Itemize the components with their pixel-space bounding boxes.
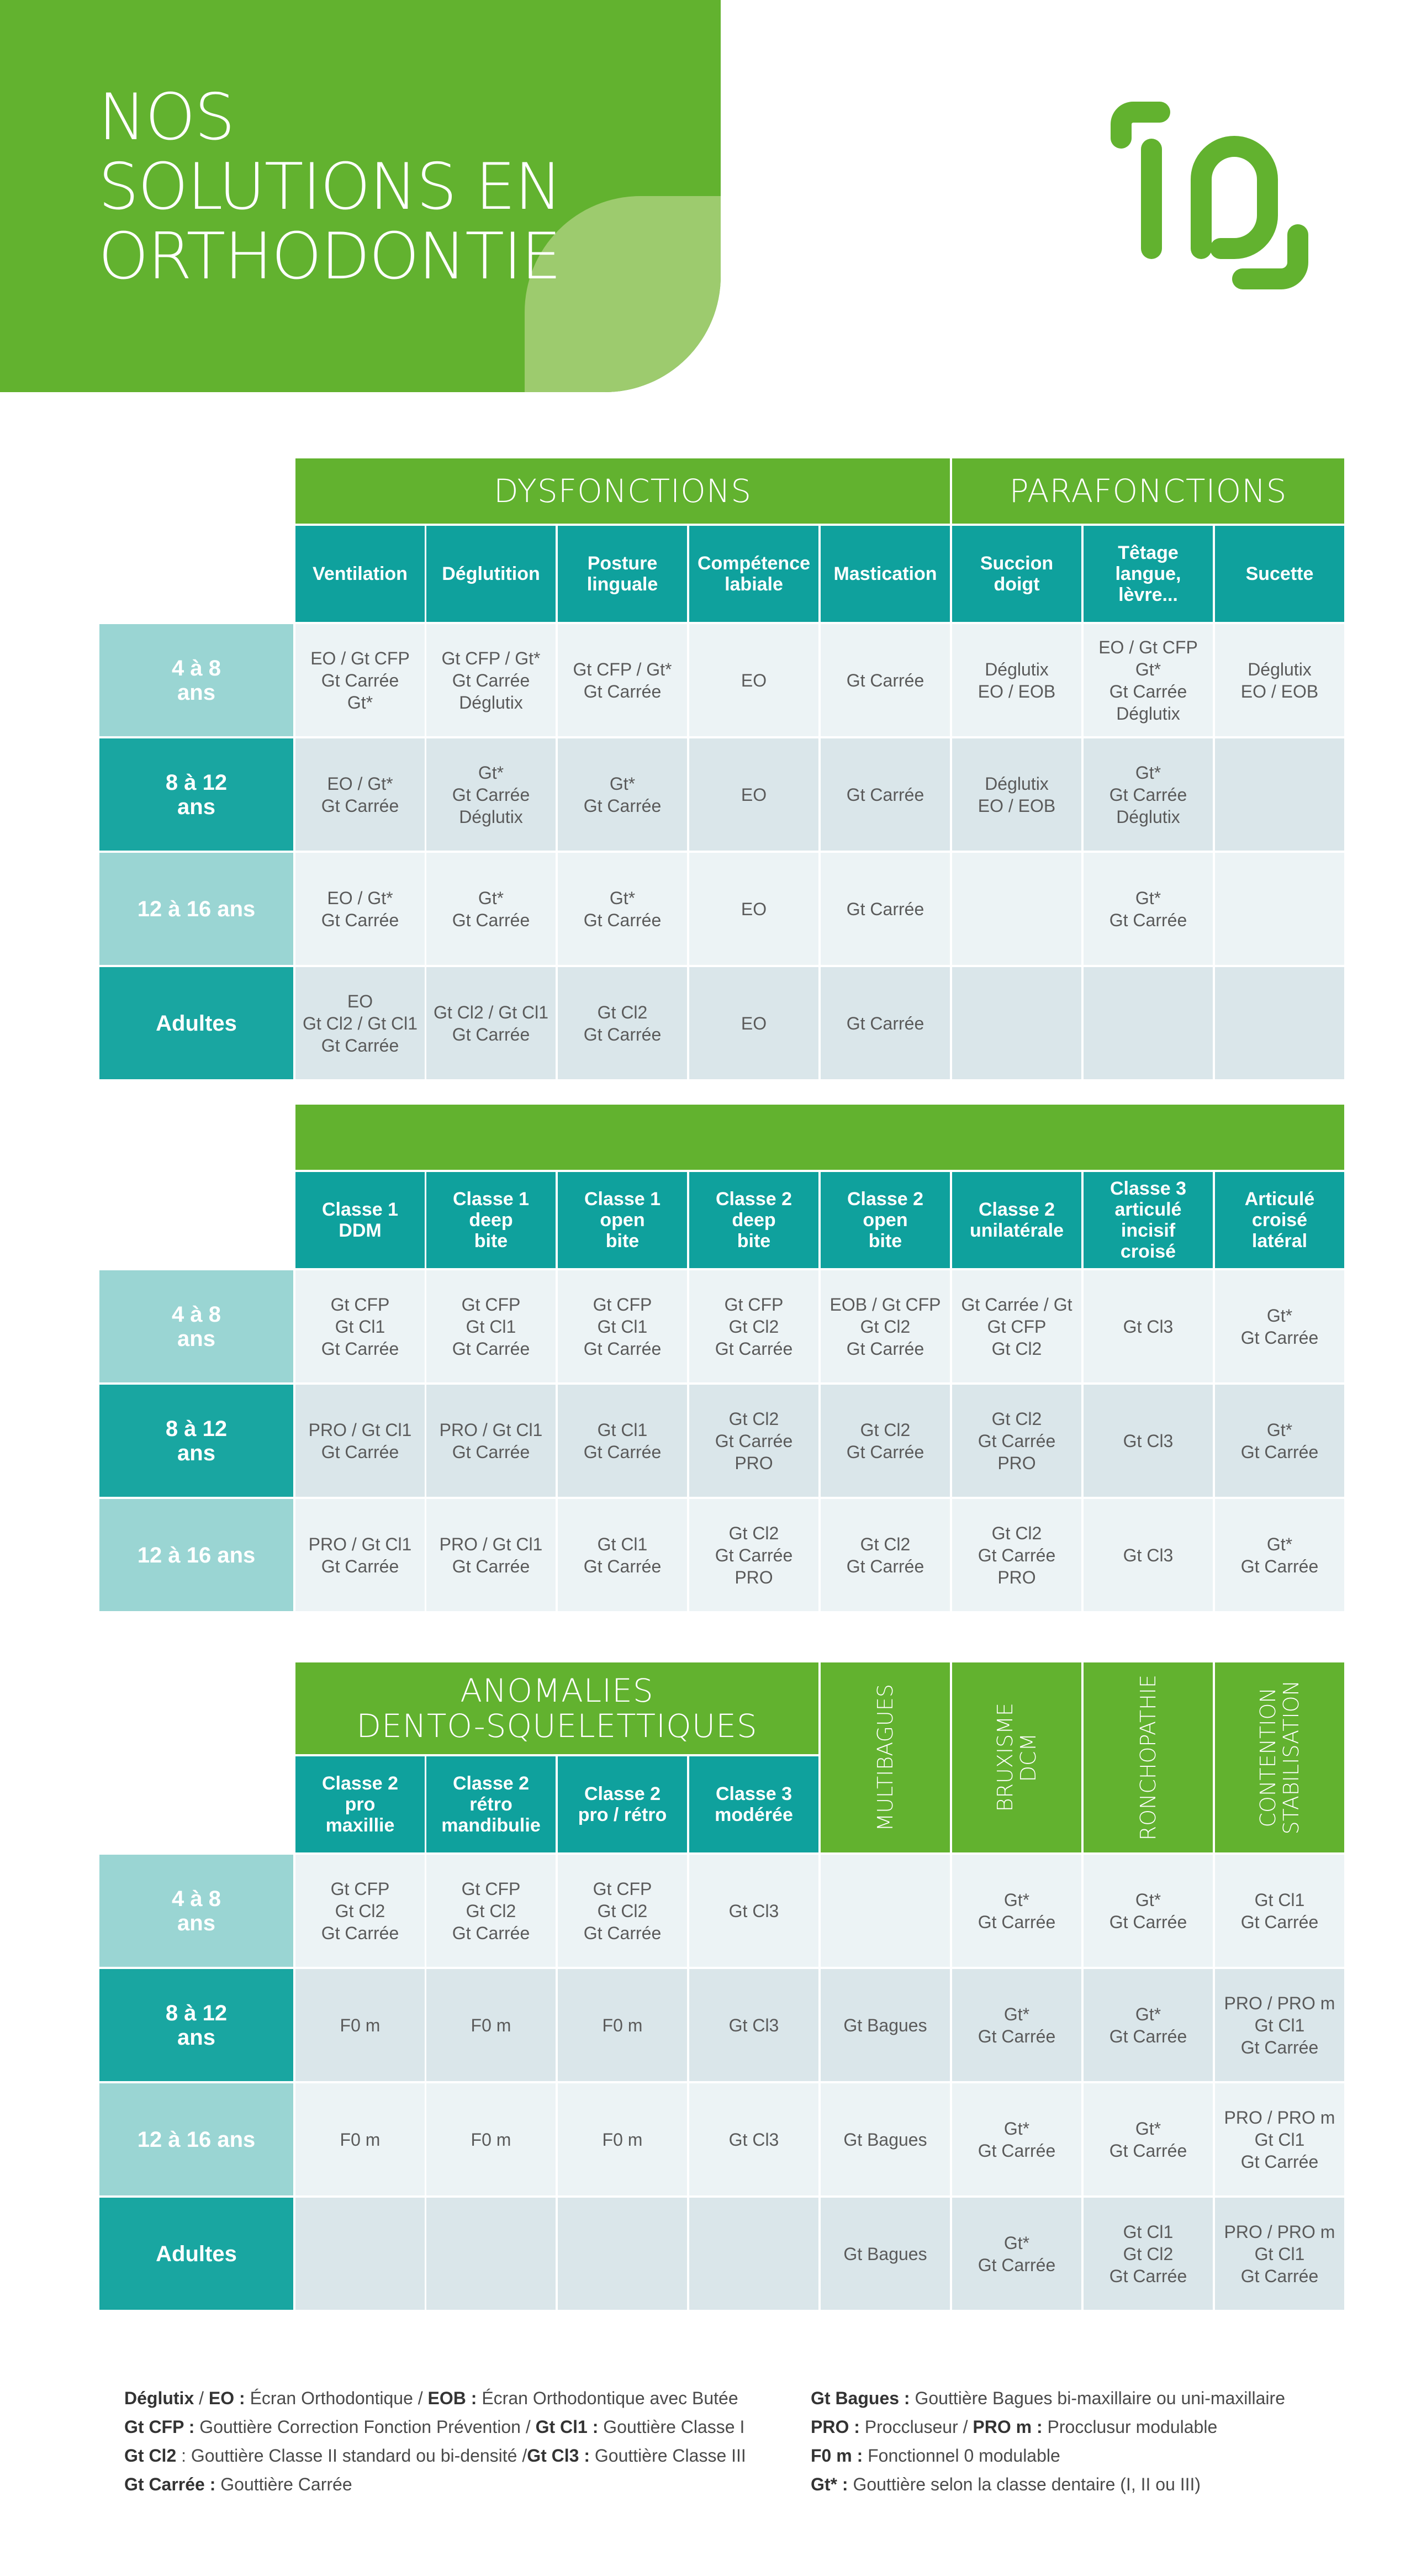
column-header [821,526,952,624]
t2-cell [1084,1385,1215,1499]
t1-cell-text: EO [741,670,767,690]
column-header [689,1756,821,1855]
t3-cell-text: Gt Cl3 [728,1901,779,1921]
t1-cell [1084,624,1215,738]
t3-cell [426,2083,558,2198]
t1-cell [295,738,427,853]
t3-cell-text: Gt Cl3 [728,2129,779,2150]
t3-cell [689,1855,821,1969]
t1-age-label-text: 8 à 12 ans [165,770,228,819]
t2-cell [821,1385,952,1499]
t3-cell-text: Gt CFP Gt Cl2 Gt Carrée [321,1878,399,1943]
t3-cell [558,2198,689,2312]
t3-cell-text: F0 m [471,2015,511,2035]
t1-cell-text: Déglutix EO / EOB [1240,659,1319,701]
t2-cell-text: PRO / Gt Cl1 Gt Carrée [439,1419,543,1462]
column-header-text: Classe 2 pro maxillie [322,1773,398,1836]
t1-cell-text: Gt* Gt Carrée [1109,888,1187,930]
t1-cell [689,967,821,1081]
t3-cell [689,1969,821,2083]
t1-cell [1215,853,1346,967]
column-header [1084,1172,1215,1270]
column-header-text: Compétence labiale [697,553,811,595]
t2-cell-text: Gt Cl3 [1123,1316,1174,1337]
t3-cell-text: Gt* Gt Carrée [1109,2118,1187,2161]
t1-age-label [99,967,295,1081]
legend-line: Gt Cl2 : Gouttière Classe II standard ou bi-densité /Gt Cl3 : Gouttière Classe III [124,2446,746,2466]
t2-cell-text: Gt Cl2 Gt Carrée PRO [978,1523,1056,1587]
legend-line: PRO : Proccluseur / PRO m : Procclusur modulable [811,2417,1218,2437]
t3-age-label-text: 12 à 16 ans [137,2127,256,2152]
t1-cell-text: EO Gt Cl2 / Gt Cl1 Gt Carrée [302,991,418,1055]
t1-cell [821,967,952,1081]
t3-cell [558,2083,689,2198]
t2-cell-text: Gt Cl2 Gt Carrée PRO [978,1408,1056,1473]
t2-age-label-text: 8 à 12 ans [165,1416,228,1465]
t2-cell [689,1499,821,1613]
t3-age-label [99,2198,295,2312]
t1-cell [821,624,952,738]
t1-cell [689,624,821,738]
column-header-text: Succion doigt [980,553,1054,595]
t1-cell [295,967,427,1081]
column-header-text: Classe 3 modérée [715,1783,793,1825]
t1-cell [689,853,821,967]
legend-line: Gt CFP : Gouttière Correction Fonction Prévention / Gt Cl1 : Gouttière Classe I [124,2417,745,2437]
t3-cell [821,2198,952,2312]
t2-cell [426,1270,558,1385]
t3-age-label-text: 8 à 12 ans [165,2000,228,2050]
t2-cell [952,1385,1084,1499]
t3-cell-text: F0 m [340,2129,381,2150]
column-header [1084,526,1215,624]
t3-cell [821,1855,952,1969]
t2-cell [1084,1499,1215,1613]
column-header-text: Articulé croisé latéral [1244,1189,1315,1252]
column-header [689,526,821,624]
t1-cell-text: Gt CFP / Gt* Gt Carrée [573,659,672,701]
title-line: SOLUTIONS EN [98,150,562,224]
legend-line: Déglutix / EO : Écran Orthodontique / EOB : Écran Orthodontique avec Butée [124,2388,738,2408]
t3-cell [295,2083,427,2198]
t2-cell-text: Gt Carrée / Gt Gt CFP Gt Cl2 [961,1294,1072,1359]
title-line: NOS [98,80,234,155]
t1-cell [558,967,689,1081]
t1-cell [689,738,821,853]
t1-cell-text: Gt* Gt Carrée [583,888,662,930]
t3-cell [689,2198,821,2312]
t3-cell [558,1855,689,1969]
column-header-text: Déglutition [442,563,540,584]
t3-cell-text: Gt* Gt Carrée [1109,2004,1187,2046]
column-header-text: Classe 1 deep bite [453,1189,529,1252]
t1-cell [1215,967,1346,1081]
t3-cell-text: PRO / PRO m Gt Cl1 Gt Carrée [1224,1993,1335,2057]
t3-cell-text: Gt* Gt Carrée [978,1889,1056,1932]
t1-cell-text: EO / Gt* Gt Carrée [321,773,399,816]
t1-cell [1084,738,1215,853]
t2-age-label-text: 12 à 16 ans [137,1543,256,1567]
t2-age-label [99,1499,295,1613]
t2-cell-text: Gt* Gt Carrée [1240,1534,1319,1576]
t2-cell [1215,1385,1346,1499]
t1-cell [1084,853,1215,967]
t1-cell-text: Déglutix EO / EOB [978,773,1056,816]
t2-cell-text: Gt Cl2 Gt Carrée PRO [715,1523,793,1587]
t2-cell [558,1270,689,1385]
column-header [426,1172,558,1270]
t3-cell [952,2083,1084,2198]
t3-cell-text: Gt* Gt Carrée [1109,1889,1187,1932]
t3-cell [952,1855,1084,1969]
column-header [1215,526,1346,624]
column-header [295,1172,427,1270]
t2-cell [1215,1270,1346,1385]
t2-age-label-text: 4 à 8 ans [172,1302,221,1351]
t2-cell [558,1385,689,1499]
column-header [426,526,558,624]
t2-cell [689,1270,821,1385]
group-header-anomalies-text: ANOMALIES DENTO-SQUELETTIQUES [356,1672,758,1745]
brand-logo [1110,97,1320,301]
t3-cell-text: F0 m [602,2015,643,2035]
t3-age-label-text: 4 à 8 ans [172,1886,221,1935]
t2-cell [295,1385,427,1499]
t2-cell [558,1499,689,1613]
t2-cell [1215,1499,1346,1613]
t2-cell-text: Gt* Gt Carrée [1240,1419,1319,1462]
t1-cell [558,738,689,853]
column-header-text: Classe 1 open bite [584,1189,661,1252]
vertical-column-header [821,1662,952,1855]
column-header-text: Sucette [1245,563,1314,584]
page-title [98,80,651,294]
t2-cell [821,1270,952,1385]
t3-cell-text: Gt Cl1 Gt Carrée [1240,1889,1319,1932]
column-header [295,1756,427,1855]
t1-cell [295,624,427,738]
t1-cell [952,853,1084,967]
t3-cell-text: Gt Bagues [843,2244,927,2264]
t3-cell [1084,1855,1215,1969]
t2-cell-text: PRO / Gt Cl1 Gt Carrée [308,1419,412,1462]
t2-cell [821,1499,952,1613]
t1-cell-text: Gt* Gt Carrée [583,773,662,816]
t1-cell-text: EO / Gt* Gt Carrée [321,888,399,930]
t1-cell [426,967,558,1081]
t2-cell-text: Gt CFP Gt Cl1 Gt Carrée [452,1294,530,1359]
t1-cell-text: Gt Carrée [846,899,924,919]
group-header-malocclusions [295,1105,1346,1172]
t2-cell-text: PRO / Gt Cl1 Gt Carrée [439,1534,543,1576]
t1-cell-text: EO / Gt CFP Gt Carrée Gt* [310,648,410,712]
t1-cell [952,967,1084,1081]
t1-cell [952,738,1084,853]
t2-cell-text: Gt CFP Gt Cl1 Gt Carrée [321,1294,399,1359]
t3-cell [1215,2198,1346,2312]
t2-age-label [99,1385,295,1499]
t1-cell-text: Gt* Gt Carrée Déglutix [452,762,530,827]
column-header [558,1172,689,1270]
t3-cell [1215,1969,1346,2083]
t2-cell-text: PRO / Gt Cl1 Gt Carrée [308,1534,412,1576]
column-header-text: Posture linguale [587,553,658,595]
vertical-column-header-text: BRUXISME DCM [993,1703,1040,1812]
t3-cell-text: Gt Bagues [843,2015,927,2035]
vertical-column-header [1215,1662,1346,1855]
t2-cell-text: Gt Cl1 Gt Carrée [583,1419,662,1462]
t3-cell-text: Gt CFP Gt Cl2 Gt Carrée [452,1878,530,1943]
column-header [952,526,1084,624]
t1-cell-text: Gt* Gt Carrée Déglutix [1109,762,1187,827]
t1-cell-text: EO [741,784,767,805]
t3-cell-text: Gt* Gt Carrée [978,2118,1056,2161]
t3-cell [426,2198,558,2312]
t3-cell [1084,2198,1215,2312]
t2-cell [426,1499,558,1613]
t1-cell [821,853,952,967]
column-header [426,1756,558,1855]
t2-cell-text: Gt Cl3 [1123,1430,1174,1451]
t1-age-label-text: 12 à 16 ans [137,896,256,921]
group-header-parafonctions-text: PARAFONCTIONS [1009,472,1287,510]
t1-cell-text: Gt Cl2 Gt Carrée [583,1002,662,1044]
t1-cell-text: Gt Carrée [846,670,924,690]
t2-cell-text: Gt Cl3 [1123,1545,1174,1565]
t3-cell [295,2198,427,2312]
column-header [952,1172,1084,1270]
column-header-text: Classe 2 deep bite [716,1189,792,1252]
column-header [689,1172,821,1270]
t1-cell-text: EO [741,899,767,919]
t3-age-label [99,2083,295,2198]
legend-line: Gt Bagues : Gouttière Bagues bi-maxillaire ou uni-maxillaire [811,2388,1285,2408]
column-header [558,1756,689,1855]
column-header-text: Classe 1 DDM [322,1199,398,1241]
t3-cell [1084,2083,1215,2198]
t3-cell-text: F0 m [471,2129,511,2150]
t1-age-label [99,853,295,967]
t3-cell [1215,2083,1346,2198]
t3-cell [426,1855,558,1969]
legend-left [124,2384,815,2499]
t3-cell-text: Gt CFP Gt Cl2 Gt Carrée [583,1878,662,1943]
t3-age-label [99,1855,295,1969]
legend-line: Gt Carrée : Gouttière Carrée [124,2474,352,2494]
t3-age-label [99,1969,295,2083]
t2-cell [295,1270,427,1385]
t1-cell [426,624,558,738]
t1-cell-text: Gt* Gt Carrée [452,888,530,930]
t1-cell [426,853,558,967]
vertical-column-header [1084,1662,1215,1855]
column-header-text: Classe 2 rétro mandibulie [441,1773,541,1836]
vertical-column-header [952,1662,1084,1855]
column-header-text: Ventilation [313,563,408,584]
t3-cell-text: F0 m [602,2129,643,2150]
t1-cell [426,738,558,853]
vertical-column-header-text: CONTENTION STABILISATION [1256,1680,1303,1835]
title-line: ORTHODONTIE [98,219,561,294]
t1-cell-text: EO / Gt CFP Gt* Gt Carrée Déglutix [1098,637,1198,724]
column-header [295,526,427,624]
t1-cell [1215,738,1346,853]
t3-cell [821,2083,952,2198]
t1-cell-text: Gt Carrée [846,784,924,805]
t1-age-label-text: 4 à 8 ans [172,656,221,705]
t2-cell-text: Gt CFP Gt Cl1 Gt Carrée [583,1294,662,1359]
t1-cell-text: EO [741,1013,767,1033]
t2-cell [952,1270,1084,1385]
t3-cell-text: Gt Cl1 Gt Cl2 Gt Carrée [1109,2221,1187,2286]
t3-cell [952,2198,1084,2312]
t3-cell-text: F0 m [340,2015,381,2035]
column-header-text: Têtage langue, lèvre... [1115,542,1181,605]
t3-cell [952,1969,1084,2083]
t3-cell [426,1969,558,2083]
t3-cell [558,1969,689,2083]
t1-age-label-text: Adultes [156,1011,237,1036]
t2-cell-text: Gt Cl1 Gt Carrée [583,1534,662,1576]
t2-cell-text: Gt* Gt Carrée [1240,1305,1319,1348]
t1-age-label [99,738,295,853]
t1-cell [558,624,689,738]
t3-cell-text: PRO / PRO m Gt Cl1 Gt Carrée [1224,2221,1335,2286]
t3-cell [821,1969,952,2083]
t1-age-label [99,624,295,738]
group-header-dysfonctions-text: DYSFONCTIONS [493,472,752,510]
t2-cell-text: EOB / Gt CFP Gt Cl2 Gt Carrée [829,1294,941,1359]
vertical-column-header-text: MULTIBAGUES [873,1683,897,1831]
t2-cell-text: Gt Cl2 Gt Carrée [846,1419,924,1462]
t1-cell-text: Gt Carrée [846,1013,924,1033]
t2-cell [1084,1270,1215,1385]
t1-cell [295,853,427,967]
t3-cell [689,2083,821,2198]
t1-cell [952,624,1084,738]
t1-cell-text: Gt CFP / Gt* Gt Carrée Déglutix [441,648,541,712]
group-header-parafonctions [952,458,1346,526]
t2-cell-text: Gt Cl2 Gt Carrée [846,1534,924,1576]
column-header-text: Classe 2 pro / rétro [578,1783,667,1825]
t2-cell [689,1385,821,1499]
legend-right [811,2384,1363,2499]
column-header [558,526,689,624]
t3-cell-text: Gt* Gt Carrée [978,2004,1056,2046]
t1-cell [1084,967,1215,1081]
column-header-text: Classe 2 unilatérale [969,1199,1064,1241]
t2-cell [426,1385,558,1499]
group-header-dysfonctions [295,458,952,526]
t3-cell-text: Gt* Gt Carrée [978,2232,1056,2275]
t2-cell-text: Gt Cl2 Gt Carrée PRO [715,1408,793,1473]
t3-age-label-text: Adultes [156,2241,237,2266]
vertical-column-header-text: RONCHOPATHIE [1136,1674,1160,1841]
t1-cell [1215,624,1346,738]
t2-cell [952,1499,1084,1613]
t3-cell [295,1969,427,2083]
t1-cell-text: Gt Cl2 / Gt Cl1 Gt Carrée [433,1002,549,1044]
column-header [1215,1172,1346,1270]
t1-cell-text: Déglutix EO / EOB [978,659,1056,701]
t1-cell [558,853,689,967]
column-header-text: Mastication [833,563,937,584]
t2-cell-text: Gt CFP Gt Cl2 Gt Carrée [715,1294,793,1359]
t3-cell-text: Gt Cl3 [728,2015,779,2035]
group-header-anomalies [295,1662,821,1756]
t2-cell [295,1499,427,1613]
t1-cell [821,738,952,853]
t3-cell [1084,1969,1215,2083]
column-header [821,1172,952,1270]
t3-cell-text: Gt Bagues [843,2129,927,2150]
column-header-text: Classe 3 articulé incisif croisé [1110,1178,1186,1262]
t2-age-label [99,1270,295,1385]
t3-cell-text: PRO / PRO m Gt Cl1 Gt Carrée [1224,2107,1335,2172]
t3-cell [1215,1855,1346,1969]
column-header-text: Classe 2 open bite [847,1189,923,1252]
t3-cell [295,1855,427,1969]
legend-line: F0 m : Fonctionnel 0 modulable [811,2446,1060,2466]
legend-line: Gt* : Gouttière selon la classe dentaire (I, II ou III) [811,2474,1201,2494]
